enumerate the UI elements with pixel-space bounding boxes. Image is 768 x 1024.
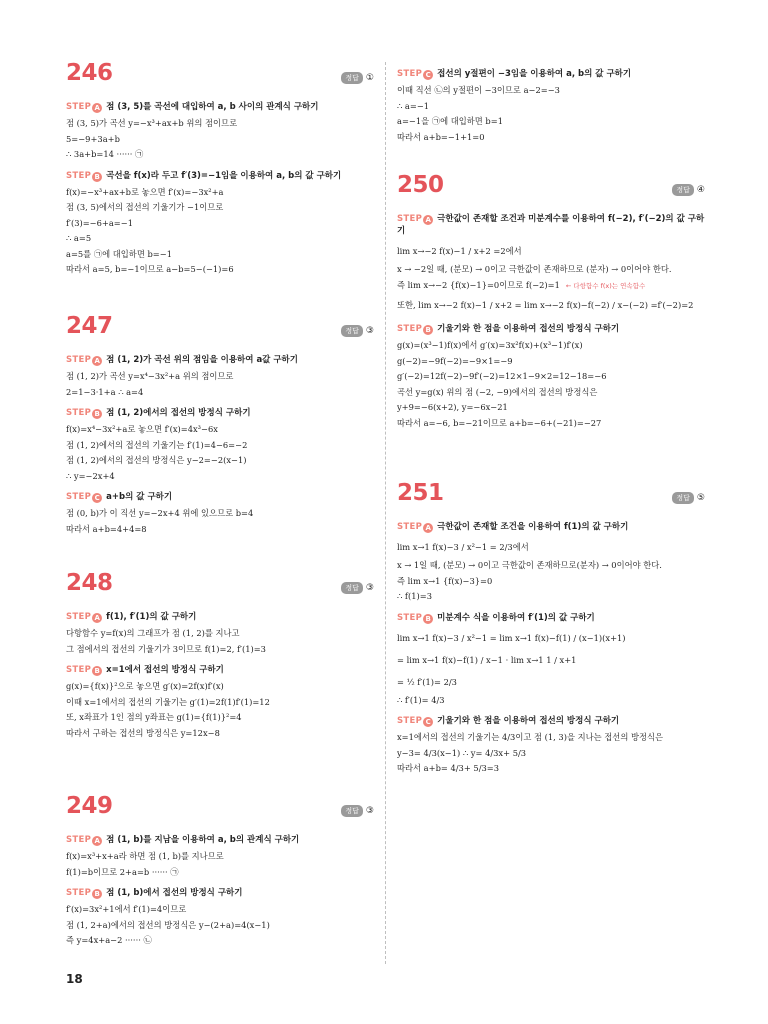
solution-line: 그 점에서의 접선의 기울기가 3이므로 f(1)=2, f′(1)=3 bbox=[66, 643, 266, 654]
solution-line: 따라서 구하는 접선의 방정식은 y=12x−8 bbox=[66, 727, 220, 738]
solution-line: x → 1일 때, (분모) → 0이고 극한값이 존재하므로(분자) → 0이어야 한다. bbox=[397, 560, 662, 570]
step-heading bbox=[66, 170, 374, 182]
step-letter-icon: B bbox=[423, 325, 433, 335]
step-title: 극한값이 존재할 조건을 이용하여 f(1)의 값 구하기 bbox=[437, 522, 629, 532]
problem-number: 247 bbox=[66, 313, 113, 339]
step-letter-icon: A bbox=[423, 523, 433, 533]
answer-tag: 정답 bbox=[672, 492, 694, 504]
solution-line: g(x)={f(x)}²으로 놓으면 g′(x)=2f(x)f′(x) bbox=[66, 681, 224, 691]
solution-line: 점 (1, 2)가 곡선 y=x⁴−3x²+a 위의 점이므로 bbox=[66, 371, 234, 381]
solution-line: 즉 lim x→1 {f(x)−3}=0 bbox=[397, 575, 493, 586]
solution-line: x=1에서의 접선의 기울기는 4/3이고 점 (1, 3)을 지나는 접선의 방정식은 bbox=[397, 732, 664, 742]
solution-line: 점 (1, 2+a)에서의 접선의 방정식은 y−(2+a)=4(x−1) bbox=[66, 919, 270, 930]
solution-text: 즉 lim x→−2 {f(x)−1}=0이므로 f(−2)=1 bbox=[397, 279, 560, 290]
step-heading bbox=[66, 101, 374, 113]
step-title: 점 (3, 5)를 곡선에 대입하여 a, b 사이의 관계식 구하기 bbox=[106, 102, 319, 112]
solution-line: f(x)=−x³+ax+b로 놓으면 f′(x)=−3x²+a bbox=[66, 186, 224, 197]
step-letter-icon: A bbox=[92, 613, 102, 623]
step-title: 극한값이 존재할 조건과 미분계수를 이용하여 f(−2), f′(−2)의 값 구하기 bbox=[397, 214, 705, 236]
step-heading bbox=[66, 611, 374, 623]
step-heading bbox=[66, 407, 374, 419]
solution-line: 다항함수 y=f(x)의 그래프가 점 (1, 2)를 지나고 bbox=[66, 628, 240, 638]
solution-line: f(x)=x⁴−3x²+a로 놓으면 f′(x)=4x³−6x bbox=[66, 424, 218, 434]
step-label: STEP bbox=[66, 665, 92, 675]
solution-line: 따라서 a+b=−1+1=0 bbox=[397, 131, 485, 142]
step-heading bbox=[66, 887, 374, 899]
step-label: STEP bbox=[397, 69, 423, 79]
solution-line: ∴ y=−2x+4 bbox=[66, 470, 115, 481]
solution-line: ∴ a=5 bbox=[66, 233, 92, 243]
solution-line: f′(3)=−6+a=−1 bbox=[66, 217, 133, 228]
solution-line: lim x→1 f(x)−3 / x²−1 = lim x→1 f(x)−f(1) / (x−1)(x+1) bbox=[397, 632, 626, 643]
solution-line: a=−1을 ㉠에 대입하면 b=1 bbox=[397, 116, 503, 126]
solution-line bbox=[397, 278, 705, 295]
step-label: STEP bbox=[66, 170, 92, 181]
step-title: 기울기와 한 점을 이용하여 접선의 방정식 구하기 bbox=[437, 716, 620, 726]
solution-line: ∴ f(1)=3 bbox=[397, 591, 432, 601]
problem-248 bbox=[66, 570, 374, 741]
solution-line: = lim x→1 f(x)−f(1) / x−1 · lim x→1 1 / x+1 bbox=[397, 654, 577, 665]
step-heading bbox=[397, 612, 705, 624]
step-title: 점 (1, b)에서 접선의 방정식 구하기 bbox=[106, 888, 243, 898]
solution-line: 점 (0, b)가 이 직선 y=−2x+4 위에 있으므로 b=4 bbox=[66, 508, 254, 518]
step-heading bbox=[397, 68, 705, 80]
solution-line: 2=1−3·1+a ∴ a=4 bbox=[66, 386, 144, 397]
problem-header bbox=[66, 60, 374, 94]
side-note: ← 다항함수 f(x)는 연속함수 bbox=[565, 281, 646, 290]
problem-number: 251 bbox=[397, 480, 444, 506]
step-letter-icon: A bbox=[423, 215, 433, 225]
answer-value: ⑤ bbox=[696, 493, 705, 503]
step-heading bbox=[397, 715, 705, 727]
step-letter-icon: B bbox=[423, 614, 433, 624]
solution-line: = ½ f′(1)= 2/3 bbox=[397, 676, 457, 687]
step-letter-icon: A bbox=[92, 103, 102, 113]
solution-line: a=5를 ㉠에 대입하면 b=−1 bbox=[66, 248, 172, 259]
solution-line: 따라서 a+b= 4/3+ 5/3=3 bbox=[397, 763, 500, 773]
answer-badge bbox=[341, 325, 374, 337]
answer-badge bbox=[672, 492, 705, 504]
answer-tag: 정답 bbox=[672, 184, 694, 196]
step-label: STEP bbox=[397, 716, 423, 726]
problem-header bbox=[66, 793, 374, 827]
problem-247 bbox=[66, 313, 374, 537]
solution-line: ∴ f′(1)= 4/3 bbox=[397, 694, 445, 705]
page-number: 18 bbox=[66, 972, 83, 986]
solution-line: 곡선 y=g(x) 위의 점 (−2, −9)에서의 접선의 방정식은 bbox=[397, 386, 598, 397]
solution-line: 또한, lim x→−2 f(x)−1 / x+2 = lim x→−2 f(x)−f(−2) / x−(−2) =f′(−2)=2 bbox=[397, 300, 694, 310]
step-label: STEP bbox=[66, 408, 92, 418]
step-title: 접선의 y절편이 −3임을 이용하여 a, b의 값 구하기 bbox=[437, 69, 632, 79]
solution-line: ∴ a=−1 bbox=[397, 100, 430, 111]
problem-header bbox=[66, 570, 374, 604]
problem-249-continued bbox=[397, 60, 705, 145]
step-title: 점 (1, 2)가 곡선 위의 점임을 이용하여 a값 구하기 bbox=[106, 355, 298, 365]
step-label: STEP bbox=[66, 835, 92, 845]
step-title: 점 (1, 2)에서의 접선의 방정식 구하기 bbox=[106, 408, 251, 418]
solution-line: ∴ 3a+b=14 ······ ㉠ bbox=[66, 149, 144, 159]
answer-tag: 정답 bbox=[341, 325, 363, 337]
solution-line: 점 (1, 2)에서의 접선의 방정식은 y−2=−2(x−1) bbox=[66, 455, 247, 465]
step-label: STEP bbox=[66, 102, 92, 112]
step-title: 곡선을 f(x)라 두고 f′(3)=−1임을 이용하여 a, b의 값 구하기 bbox=[106, 170, 342, 181]
step-heading bbox=[397, 213, 705, 237]
answer-badge bbox=[341, 72, 374, 84]
step-letter-icon: B bbox=[92, 889, 102, 899]
problem-number: 249 bbox=[66, 793, 113, 819]
solution-line: y+9=−6(x+2), y=−6x−21 bbox=[397, 402, 508, 412]
solution-line: 점 (3, 5)에서의 접선의 기울기가 −1이므로 bbox=[66, 202, 224, 212]
step-letter-icon: C bbox=[92, 493, 102, 503]
answer-value: ③ bbox=[365, 583, 374, 593]
answer-badge bbox=[672, 184, 705, 196]
answer-tag: 정답 bbox=[341, 582, 363, 594]
step-title: a+b의 값 구하기 bbox=[106, 492, 173, 502]
step-label: STEP bbox=[397, 214, 423, 224]
problem-header bbox=[397, 172, 705, 206]
step-heading bbox=[66, 664, 374, 676]
answer-tag: 정답 bbox=[341, 72, 363, 84]
column-divider bbox=[385, 62, 386, 964]
solution-line: y−3= 4/3(x−1) ∴ y= 4/3x+ 5/3 bbox=[397, 747, 527, 758]
step-title: 기울기와 한 점을 이용하여 접선의 방정식 구하기 bbox=[437, 324, 620, 334]
step-title: x=1에서 접선의 방정식 구하기 bbox=[106, 665, 224, 675]
step-title: 점 (1, b)를 지남을 이용하여 a, b의 관계식 구하기 bbox=[106, 835, 300, 845]
solution-line: 따라서 a=−6, b=−21이므로 a+b=−6+(−21)=−27 bbox=[397, 417, 602, 428]
problem-header bbox=[66, 313, 374, 347]
step-letter-icon: B bbox=[92, 172, 102, 182]
solution-line: 따라서 a=5, b=−1이므로 a−b=5−(−1)=6 bbox=[66, 264, 234, 274]
step-title: f(1), f′(1)의 값 구하기 bbox=[106, 612, 197, 622]
step-label: STEP bbox=[397, 522, 423, 532]
solution-line: f(1)=b이므로 2+a=b ······ ㉠ bbox=[66, 866, 179, 877]
answer-badge bbox=[341, 805, 374, 817]
problem-251 bbox=[397, 480, 705, 777]
answer-badge bbox=[341, 582, 374, 594]
solution-line: lim x→1 f(x)−3 / x²−1 = 2/3에서 bbox=[397, 542, 529, 552]
problem-250 bbox=[397, 172, 705, 431]
answer-value: ④ bbox=[696, 185, 705, 195]
solution-line: 즉 y=4x+a−2 ······ ㉡ bbox=[66, 935, 152, 945]
step-letter-icon: A bbox=[92, 356, 102, 366]
step-heading bbox=[66, 834, 374, 846]
solution-line: 점 (1, 2)에서의 접선의 기울기는 f′(1)=4−6=−2 bbox=[66, 439, 248, 450]
solution-line: 따라서 a+b=4+4=8 bbox=[66, 523, 147, 534]
solution-line: g(x)=(x³−1)f(x)에서 g′(x)=3x²f(x)+(x³−1)f′(x) bbox=[397, 340, 583, 350]
step-title: 미분계수 식을 이용하여 f′(1)의 값 구하기 bbox=[437, 612, 595, 623]
solution-line: x → −2일 때, (분모) → 0이고 극한값이 존재하므로 (분자) → 0이어야 한다. bbox=[397, 264, 672, 274]
step-label: STEP bbox=[66, 492, 92, 502]
step-letter-icon: C bbox=[423, 70, 433, 80]
answer-value: ③ bbox=[365, 326, 374, 336]
step-label: STEP bbox=[66, 612, 92, 622]
problem-246 bbox=[66, 60, 374, 278]
step-heading bbox=[397, 323, 705, 335]
step-heading bbox=[397, 521, 705, 533]
solution-line: 5=−9+3a+b bbox=[66, 133, 120, 144]
step-heading bbox=[66, 354, 374, 366]
solution-line: 점 (3, 5)가 곡선 y=−x³+ax+b 위의 점이므로 bbox=[66, 118, 238, 128]
solution-line: f(x)=x³+x+a라 하면 점 (1, b)를 지나므로 bbox=[66, 851, 224, 861]
problem-249 bbox=[66, 793, 374, 949]
answer-value: ① bbox=[365, 73, 374, 83]
step-label: STEP bbox=[66, 355, 92, 365]
step-letter-icon: A bbox=[92, 836, 102, 846]
step-label: STEP bbox=[66, 888, 92, 898]
solution-line: 또, x좌표가 1인 점의 y좌표는 g(1)={f(1)}²=4 bbox=[66, 712, 242, 722]
solution-line: 이때 x=1에서의 접선의 기울기는 g′(1)=2f(1)f′(1)=12 bbox=[66, 696, 270, 707]
step-letter-icon: C bbox=[423, 717, 433, 727]
problem-number: 250 bbox=[397, 172, 444, 198]
solution-line: g′(−2)=12f(−2)−9f′(−2)=12×1−9×2=12−18=−6 bbox=[397, 371, 607, 381]
problem-header bbox=[397, 480, 705, 514]
step-letter-icon: B bbox=[92, 409, 102, 419]
problem-number: 248 bbox=[66, 570, 113, 596]
answer-value: ③ bbox=[365, 806, 374, 816]
step-heading bbox=[66, 491, 374, 503]
step-label: STEP bbox=[397, 324, 423, 334]
problem-number: 246 bbox=[66, 60, 113, 86]
step-letter-icon: B bbox=[92, 666, 102, 676]
solution-line: 이때 직선 ㉡의 y절편이 −3이므로 a−2=−3 bbox=[397, 85, 560, 95]
solution-line: g(−2)=−9f(−2)=−9×1=−9 bbox=[397, 355, 513, 366]
step-label: STEP bbox=[397, 612, 423, 623]
solution-line: lim x→−2 f(x)−1 / x+2 =2에서 bbox=[397, 246, 522, 256]
answer-tag: 정답 bbox=[341, 805, 363, 817]
solution-line: f′(x)=3x²+1에서 f′(1)=4이므로 bbox=[66, 904, 187, 914]
